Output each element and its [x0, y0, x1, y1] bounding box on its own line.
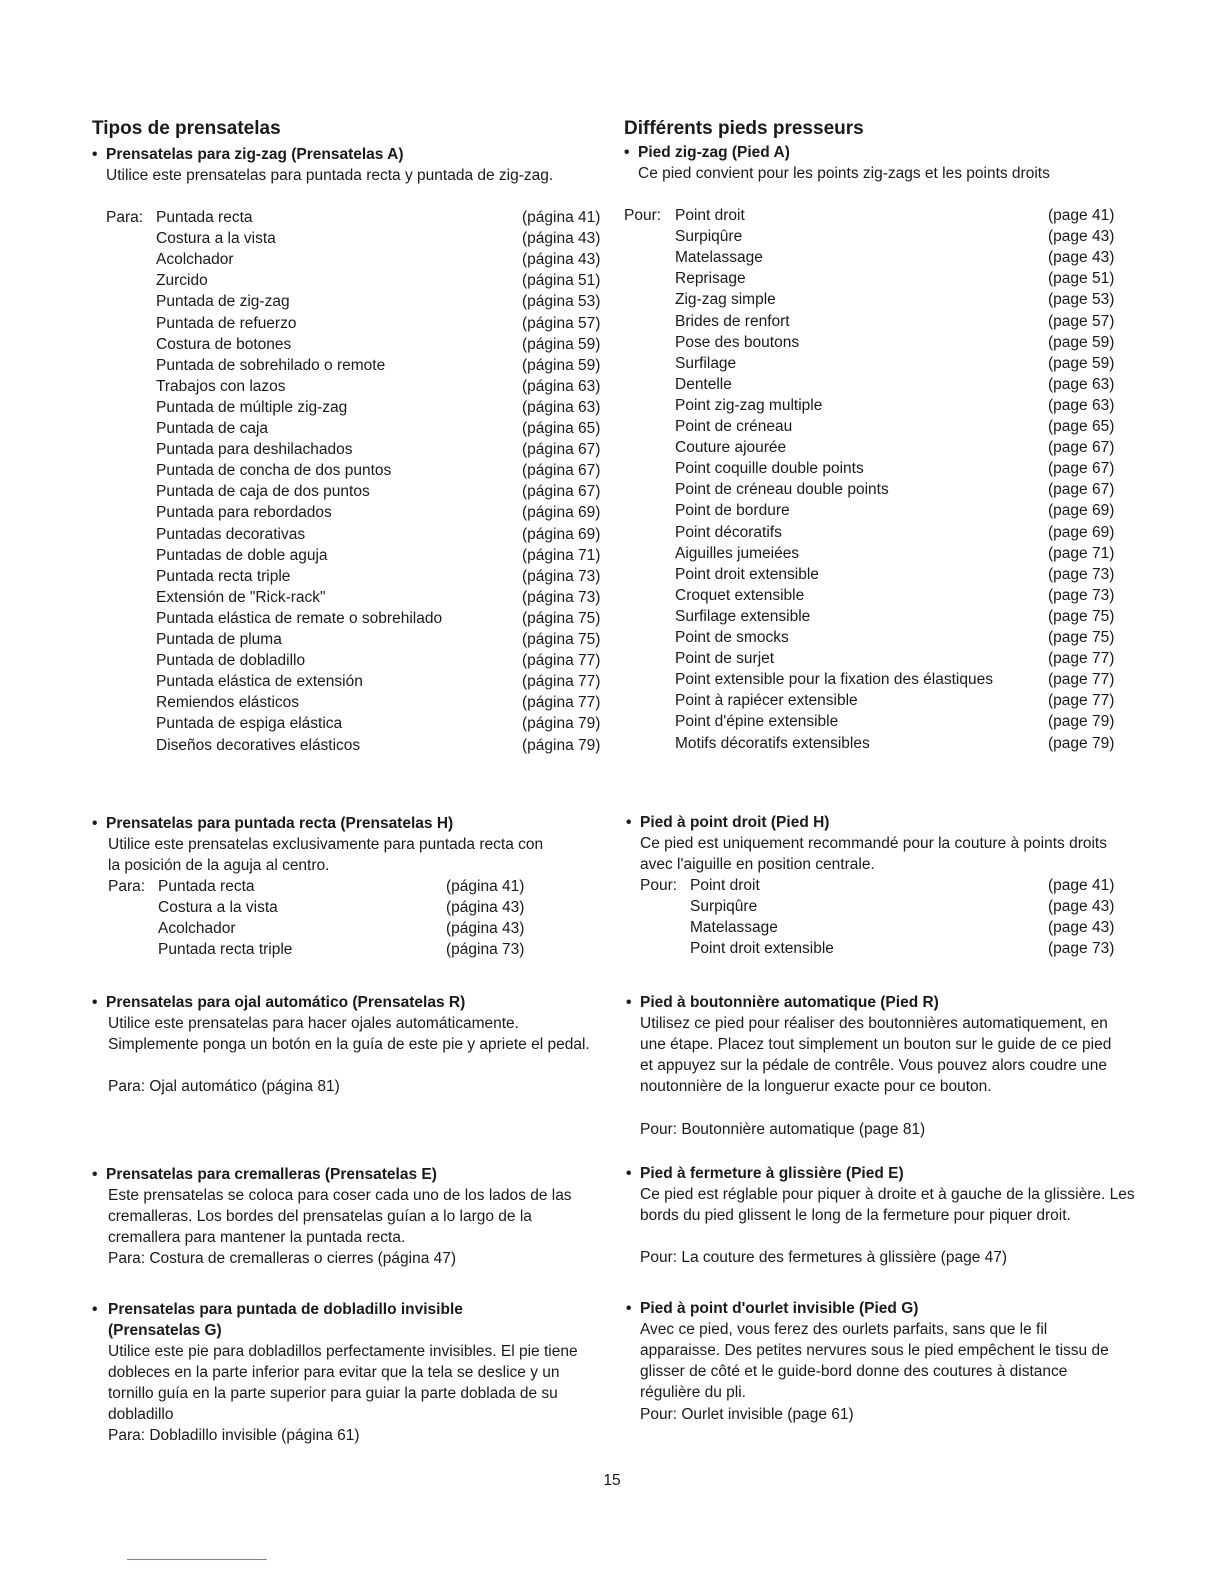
list-item [624, 268, 1144, 289]
item-label: Surpiqûre [690, 898, 758, 915]
item-page-ref: (página 79) [522, 715, 601, 733]
list-item [624, 690, 1144, 711]
desc-ourlet-fr: Avec ce pied, vous ferez des ourlets parfaits, sans que le fil apparaisse. Des petites nervures sous le pied empêchent le tissu de glisser de côté et le guide-bord donne des coutures à distance régulière du pli. [640, 1321, 1109, 1401]
heading-cremalleras-es: • Prensatelas para cremalleras (Prensatelas E) [92, 1166, 437, 1183]
item-page-ref: (página 41) [446, 878, 525, 895]
list-item [92, 270, 622, 291]
list-item [624, 733, 1144, 754]
item-page-ref: (página 53) [522, 293, 601, 311]
desc-invisible-es: Utilice este pie para dobladillos perfectamente invisibles. El pie tiene dobleces en la parte inferior para evitar que la tela se deslice y un tornillo guía en la parte superior para guiar la parte doblada de su dobladillo [108, 1343, 578, 1423]
item-page-ref: (page 67) [1048, 460, 1115, 478]
item-page-ref: (page 79) [1048, 734, 1115, 752]
item-label: Zig-zag simple [675, 291, 776, 309]
item-page-ref: (página 43) [446, 920, 525, 937]
list-item [624, 669, 1144, 690]
heading-recta-es: • Prensatelas para puntada recta (Prensatelas H) [92, 815, 454, 832]
list-item [624, 289, 1144, 310]
list-item [624, 875, 1144, 896]
item-page-ref: (page 59) [1048, 333, 1115, 351]
list-item [92, 460, 622, 481]
item-page-ref: (página 67) [522, 483, 601, 501]
item-label: Point à rapiécer extensible [675, 692, 858, 710]
item-label: Couture ajourée [675, 439, 787, 457]
list-item [624, 585, 1144, 606]
item-label: Reprisage [675, 270, 746, 288]
list-item [92, 650, 622, 671]
list-item [92, 587, 622, 608]
desc-droit-fr: Ce pied est uniquement recommandé pour la couture à points droits avec l'aiguille en position centrale. [640, 835, 1107, 873]
heading-fermeture-fr: • Pied à fermeture à glissière (Pied E) [626, 1165, 904, 1182]
item-page-ref: (page 65) [1048, 418, 1115, 435]
list-item [92, 481, 622, 502]
item-label: Point de créneau double points [675, 481, 889, 499]
list-item [624, 648, 1144, 669]
item-label: Puntada de múltiple zig-zag [156, 398, 348, 416]
para-ojal-es: Para: Ojal automático (página 81) [108, 1078, 340, 1095]
item-page-ref: (página 41) [522, 209, 601, 226]
item-page-ref: (page 63) [1048, 375, 1115, 393]
section-title-fr: Différents pieds presseurs [624, 118, 864, 139]
item-label: Dentelle [675, 375, 732, 393]
item-page-ref: (página 79) [522, 736, 601, 754]
desc-zigzag-es: Utilice este prensatelas para puntada recta y puntada de zig-zag. [106, 167, 554, 184]
item-label: Puntada de sobrehilado o remote [156, 356, 386, 374]
item-label: Point coquille double points [675, 460, 864, 478]
item-page-ref: (page 77) [1048, 650, 1115, 668]
list-item [92, 376, 622, 397]
item-page-ref: (página 77) [522, 652, 601, 670]
item-label: Point d'épine extensible [675, 713, 839, 731]
item-label: Puntada de dobladillo [156, 652, 306, 670]
item-label: Costura a la vista [158, 899, 278, 916]
item-page-ref: (page 41) [1048, 207, 1115, 224]
list-item [92, 502, 622, 523]
item-page-ref: (página 67) [522, 441, 601, 459]
item-label: Surfilage [675, 354, 737, 372]
item-label: Puntada para rebordados [156, 504, 332, 522]
item-page-ref: (página 43) [446, 899, 525, 916]
list-item [624, 437, 1144, 458]
item-label: Costura a la vista [156, 230, 276, 248]
list-item [624, 205, 1144, 226]
item-page-ref: (página 43) [522, 230, 601, 248]
item-label: Puntada de refuerzo [156, 314, 297, 332]
item-page-ref: (page 73) [1048, 565, 1115, 583]
item-page-ref: (page 75) [1048, 629, 1115, 646]
list-item [92, 291, 622, 312]
list-item [624, 416, 1144, 437]
item-label: Puntada recta triple [156, 567, 291, 585]
item-label: Point droit [675, 207, 745, 224]
desc-cremalleras-es: Este prensatelas se coloca para coser cada uno de los lados de las cremalleras. Los bordes del prensatelas guían a lo largo de la cremallera para mantener la puntada recta. [108, 1187, 572, 1246]
item-label: Puntadas decorativas [156, 525, 306, 543]
item-page-ref: (página 59) [522, 335, 601, 353]
footer-rule [127, 1559, 267, 1560]
list-item [624, 938, 1144, 959]
item-page-ref: (page 51) [1048, 270, 1115, 288]
item-label: Costura de botones [156, 335, 292, 353]
item-label: Point de créneau [675, 418, 793, 435]
item-label: Surpiqûre [675, 228, 743, 246]
item-label: Aiguilles jumeiées [675, 544, 800, 562]
list-item [624, 332, 1144, 353]
list-item [624, 896, 1144, 917]
item-page-ref: (page 77) [1048, 671, 1115, 689]
list-item [92, 897, 622, 918]
item-label: Point de surjet [675, 650, 775, 668]
list-item [624, 458, 1144, 479]
list-item [624, 543, 1144, 564]
item-page-ref: (page 43) [1048, 249, 1115, 267]
item-label: Puntada recta triple [158, 941, 293, 958]
item-page-ref: (página 69) [522, 504, 601, 522]
item-page-ref: (página 63) [522, 377, 601, 395]
item-label: Puntada recta [156, 209, 253, 226]
list-item [92, 355, 622, 376]
item-label: Puntada de pluma [156, 631, 282, 648]
item-page-ref: (page 59) [1048, 354, 1115, 372]
desc-boutonniere-fr: Utilisez ce pied pour réaliser des boutonnières automatiquement, en une étape. Placez tout simplement un bouton sur le guide de ce pied et appuyez sur la pédale de contrêle. Vous pouvez alors coudre une noutonnière de la longuerur exacte pour ce bouton. [640, 1015, 1112, 1095]
item-page-ref: (página 63) [522, 398, 601, 416]
heading-ourlet-fr: • Pied à point d'ourlet invisible (Pied G) [626, 1300, 919, 1317]
list-item [92, 439, 622, 460]
para-invisible-es: Para: Dobladillo invisible (página 61) [108, 1427, 360, 1444]
item-page-ref: (page 53) [1048, 291, 1115, 309]
item-label: Puntada de caja [156, 420, 269, 437]
list-item [92, 735, 622, 756]
item-label: Puntada para deshilachados [156, 441, 353, 459]
list-item [92, 418, 622, 439]
item-page-ref: (page 79) [1048, 713, 1115, 731]
item-page-ref: (page 67) [1048, 439, 1115, 457]
item-page-ref: (página 51) [522, 272, 601, 290]
item-label: Point droit extensible [675, 565, 819, 583]
item-label: Acolchador [158, 920, 236, 937]
item-page-ref: (page 73) [1048, 940, 1115, 957]
item-page-ref: (page 43) [1048, 228, 1115, 246]
item-page-ref: (page 43) [1048, 919, 1115, 936]
list-item [92, 207, 622, 228]
list-item [92, 249, 622, 270]
list-item [92, 713, 622, 734]
item-label: Brides de renfort [675, 312, 790, 330]
pour-fermeture-fr: Pour: La couture des fermetures à glissière (page 47) [640, 1249, 1008, 1266]
item-page-ref: (page 77) [1048, 692, 1115, 710]
item-label: Point de smocks [675, 629, 789, 646]
item-page-ref: (página 73) [522, 567, 601, 585]
item-page-ref: (página 65) [522, 420, 601, 437]
list-item [92, 939, 622, 960]
list-item [92, 692, 622, 713]
heading-invisible-es: • Prensatelas para puntada de dobladillo invisible (Prensatelas G) [92, 1301, 463, 1339]
list-item [624, 564, 1144, 585]
item-label: Matelassage [690, 919, 778, 936]
list-item [92, 334, 622, 355]
item-label: Point zig-zag multiple [675, 396, 823, 414]
item-label: Puntada de zig-zag [156, 293, 290, 311]
item-label: Point décoratifs [675, 523, 782, 541]
section-title-es: Tipos de prensatelas [92, 118, 281, 139]
item-page-ref: (página 69) [522, 525, 601, 543]
page-number: 15 [603, 1472, 621, 1489]
item-page-ref: (page 63) [1048, 396, 1115, 414]
list-item [624, 522, 1144, 543]
item-page-ref: (page 43) [1048, 898, 1115, 915]
item-page-ref: (page 75) [1048, 607, 1115, 625]
desc-zigzag-fr: Ce pied convient pour les points zig-zags et les points droits [638, 165, 1050, 182]
item-page-ref: (página 73) [446, 941, 525, 958]
item-label: Puntada elástica de remate o sobrehilado [156, 609, 443, 627]
item-page-ref: (página 59) [522, 356, 601, 374]
item-label: Puntada de espiga elástica [156, 715, 343, 733]
heading-boutonniere-fr: • Pied à boutonnière automatique (Pied R) [626, 994, 939, 1011]
list-item [624, 247, 1144, 268]
item-label: Motifs décoratifs extensibles [675, 734, 870, 752]
item-label: Puntadas de doble aguja [156, 546, 328, 564]
heading-ojal-es: • Prensatelas para ojal automático (Prensatelas R) [92, 994, 466, 1011]
list-item [92, 671, 622, 692]
list-item [624, 479, 1144, 500]
item-page-ref: (página 77) [522, 673, 601, 691]
heading-zigzag-fr: • Pied zig-zag (Pied A) [624, 144, 790, 161]
list-item [624, 395, 1144, 416]
item-label: Puntada de caja de dos puntos [156, 483, 370, 501]
item-label: Matelassage [675, 249, 763, 267]
item-page-ref: (page 67) [1048, 481, 1115, 499]
item-label: Croquet extensible [675, 586, 805, 604]
item-label: Puntada de concha de dos puntos [156, 462, 392, 480]
item-label: Diseños decoratives elásticos [156, 736, 361, 754]
item-page-ref: (page 73) [1048, 586, 1115, 604]
item-label: Extensión de "Rick-rack" [156, 588, 326, 606]
list-item [92, 566, 622, 587]
list-item [92, 524, 622, 545]
item-page-ref: (página 71) [522, 546, 601, 564]
pour-boutonniere-fr: Pour: Boutonnière automatique (page 81) [640, 1121, 926, 1138]
heading-droit-fr: • Pied à point droit (Pied H) [626, 814, 830, 831]
item-label: Acolchador [156, 251, 234, 269]
list-item [624, 353, 1144, 374]
list-item [624, 917, 1144, 938]
item-label: Point droit extensible [690, 940, 834, 957]
item-label: Surfilage extensible [675, 607, 811, 625]
item-page-ref: (page 69) [1048, 502, 1115, 520]
item-label: Point de bordure [675, 502, 790, 520]
item-label: Puntada elástica de extensión [156, 673, 363, 691]
desc-fermeture-fr: Ce pied est réglable pour piquer à droite et à gauche de la glissière. Les bords du pied glissent le long de la fermeture pour piquer droit. [640, 1186, 1135, 1224]
desc-ojal-es: Utilice este prensatelas para hacer ojales automáticamente. Simplemente ponga un botón en la guía de este pie y apriete el pedal. [108, 1015, 590, 1053]
item-page-ref: (página 67) [522, 462, 601, 480]
list-item [92, 228, 622, 249]
list-item [92, 313, 622, 334]
list-item [624, 711, 1144, 732]
item-label: Puntada recta [158, 878, 255, 895]
item-label: Zurcido [156, 272, 208, 290]
item-page-ref: (página 43) [522, 251, 601, 269]
list-item [624, 311, 1144, 332]
item-page-ref: (page 69) [1048, 523, 1115, 541]
item-label: Trabajos con lazos [156, 377, 286, 395]
item-label: Remiendos elásticos [156, 694, 300, 712]
list-item [92, 876, 622, 897]
list-item [624, 374, 1144, 395]
pour-ourlet-fr: Pour: Ourlet invisible (page 61) [640, 1406, 854, 1423]
list-item [624, 627, 1144, 648]
item-label: Point droit [690, 877, 760, 894]
list-item [92, 918, 622, 939]
item-label: Point extensible pour la fixation des élastiques [675, 671, 993, 689]
desc-recta-es: Utilice este prensatelas exclusivamente para puntada recta con la posición de la aguja al centro. [108, 836, 544, 874]
item-page-ref: (page 57) [1048, 312, 1115, 330]
para-cremalleras-es: Para: Costura de cremalleras o cierres (página 47) [108, 1250, 457, 1267]
item-label: Pose des boutons [675, 333, 800, 351]
list-item [624, 606, 1144, 627]
list-item [92, 608, 622, 629]
heading-zigzag-es: • Prensatelas para zig-zag (Prensatelas A) [92, 146, 404, 163]
item-page-ref: (page 41) [1048, 877, 1115, 894]
item-page-ref: (página 73) [522, 588, 601, 606]
list-item [92, 629, 622, 650]
item-page-ref: (page 71) [1048, 544, 1115, 562]
item-page-ref: (página 75) [522, 609, 601, 627]
list-item [624, 226, 1144, 247]
list-item [92, 397, 622, 418]
item-page-ref: (página 77) [522, 694, 601, 712]
list-item [92, 545, 622, 566]
list-item [624, 500, 1144, 521]
item-page-ref: (página 57) [522, 314, 601, 332]
item-page-ref: (página 75) [522, 631, 601, 648]
